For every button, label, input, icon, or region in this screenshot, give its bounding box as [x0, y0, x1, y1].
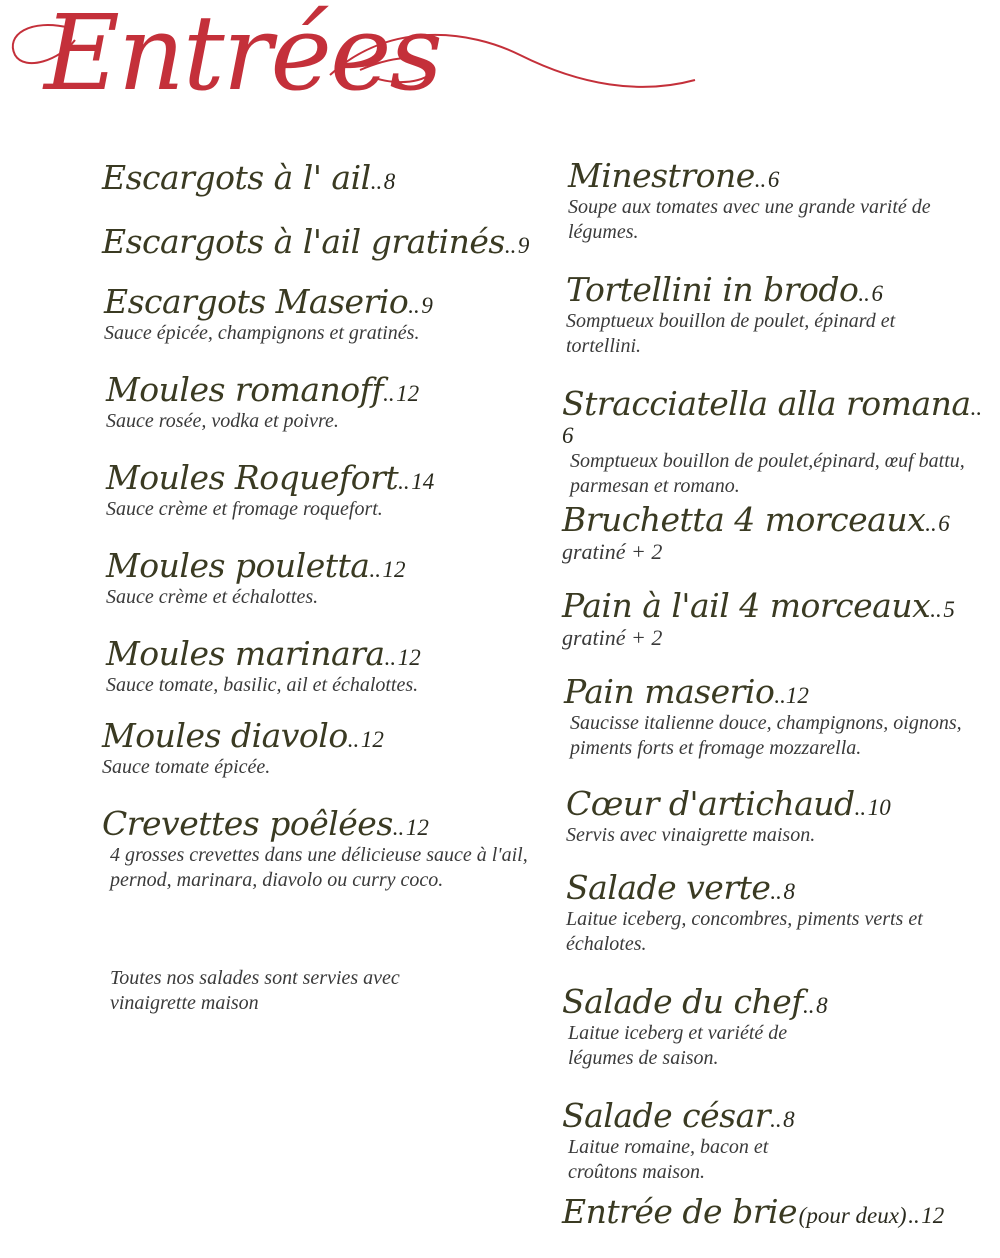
item-name: Pain à l'ail 4 morceaux [562, 586, 931, 625]
item-dots: .. [398, 469, 410, 494]
item-dots: .. [803, 993, 815, 1018]
item-price: 6 [562, 423, 574, 448]
item-description: Saucisse italienne douce, champignons, oignons, piments forts et fromage mozzarella. [570, 712, 962, 759]
item-dots: .. [370, 169, 383, 194]
item-dots: .. [858, 281, 870, 306]
menu-item [106, 370, 419, 434]
item-name: Entrée de brie [562, 1192, 798, 1231]
item-dots: .. [930, 597, 942, 622]
item-description: Somptueux bouillon de poulet, épinard et tortellini. [566, 310, 896, 357]
item-name: Salade du chef [562, 982, 803, 1021]
item-name: Escargots à l' ail [102, 158, 371, 197]
item-name: Pain maserio [564, 672, 775, 711]
menu-item [562, 500, 950, 564]
item-dots: .. [770, 879, 782, 904]
item-description: Somptueux bouillon de poulet,épinard, œuf battu, parmesan et romano. [570, 450, 965, 497]
item-name: Escargots à l'ail gratinés [102, 222, 505, 261]
item-name: Stracciatella alla romana [562, 384, 971, 423]
menu-item [106, 546, 406, 610]
item-dots: .. [384, 645, 397, 670]
item-dots: .. [908, 1203, 920, 1228]
menu-item [102, 222, 529, 261]
menu-item [566, 868, 966, 957]
item-dots: .. [925, 511, 937, 536]
item-price: 6 [767, 167, 780, 192]
item-name: Cœur d'artichaud [566, 784, 855, 823]
menu-item [102, 804, 542, 893]
menu-item [102, 716, 384, 780]
item-price: 12 [921, 1203, 945, 1228]
menu-item [562, 1192, 944, 1231]
item-name: Moules Roquefort [106, 458, 399, 497]
item-description: Sauce rosée, vodka et poivre. [106, 410, 339, 432]
item-dots: .. [854, 795, 867, 820]
item-description: Soupe aux tomates avec une grande varité de légumes. [568, 196, 931, 243]
item-price: 8 [783, 1107, 795, 1132]
item-price: .12 [780, 683, 809, 708]
item-description: Sauce crème et échalottes. [106, 586, 319, 608]
item-description: Sauce tomate épicée. [102, 756, 271, 778]
item-price: 10 [867, 795, 891, 820]
item-description: Sauce crème et fromage roquefort. [106, 498, 383, 520]
item-description: Servis avec vinaigrette maison. [566, 824, 816, 846]
item-description: Laitue romaine, bacon et croûtons maison. [568, 1136, 769, 1183]
item-description: Sauce tomate, basilic, ail et échalottes. [106, 674, 419, 696]
item-dots: .. [383, 381, 395, 406]
menu-item [566, 270, 926, 359]
item-name: Moules romanoff [106, 370, 384, 409]
item-price: 12 [396, 381, 420, 406]
item-description: 4 grosses crevettes dans une délicieuse sauce à l'ail, pernod, marinara, diavolo ou curry coco. [110, 844, 528, 891]
item-description: Laitue iceberg et variété de légumes de saison. [568, 1022, 788, 1069]
item-description: Sauce épicée, champignons et gratinés. [104, 322, 420, 344]
item-dots: . [774, 683, 781, 708]
item-price: 12 [360, 727, 384, 752]
item-dots: .. [504, 233, 517, 258]
item-description: gratiné + 2 [562, 625, 663, 650]
menu-item [564, 672, 989, 761]
item-name: Crevettes poêlées [102, 804, 393, 843]
item-price: 12 [382, 557, 406, 582]
item-name: Salade césar [562, 1096, 771, 1135]
item-name: Tortellini in brodo [566, 270, 859, 309]
item-dots: .. [770, 1107, 782, 1132]
item-price: 8 [816, 993, 828, 1018]
item-description: Laitue iceberg, concombres, piments verts et échalotes. [566, 908, 923, 955]
item-name: Bruchetta 4 morceaux [562, 500, 926, 539]
menu-item [562, 586, 955, 650]
item-portion: (pour deux) [798, 1203, 907, 1228]
item-price: 5 [943, 597, 955, 622]
menu-item [102, 158, 395, 197]
item-price: 8 [383, 169, 396, 194]
menu-item [104, 282, 433, 346]
menu-item [106, 634, 421, 698]
item-name: Minestrone [568, 156, 755, 195]
item-description: gratiné + 2 [562, 539, 663, 564]
item-name: Moules marinara [106, 634, 385, 673]
salad-note: Toutes nos salades sont servies avec vinaigrette maison [110, 967, 400, 1014]
item-price: 8 [783, 879, 795, 904]
menu-item [562, 384, 992, 499]
item-dots: .. [408, 293, 420, 318]
item-name: Moules pouletta [106, 546, 370, 585]
item-dots: .. [392, 815, 405, 840]
menu-item [566, 784, 891, 848]
item-dots: .. [970, 395, 983, 420]
item-price: 12 [405, 815, 429, 840]
item-name: Salade verte [566, 868, 771, 907]
item-price: 12 [397, 645, 421, 670]
item-dots: .. [347, 727, 360, 752]
menu-item [562, 1096, 795, 1185]
item-price: 6 [871, 281, 883, 306]
menu-item [106, 458, 434, 522]
item-name: Escargots Maserio [104, 282, 409, 321]
menu-item [562, 982, 862, 1071]
item-price: 9 [421, 293, 433, 318]
page-title: Entrées [44, 0, 441, 114]
item-name: Moules diavolo [102, 716, 348, 755]
item-price: 9 [517, 233, 530, 258]
item-price: 6 [938, 511, 950, 536]
title-area [0, 0, 720, 125]
item-price: 14 [411, 469, 435, 494]
item-dots: .. [754, 167, 767, 192]
menu-item [568, 156, 948, 245]
item-dots: .. [369, 557, 381, 582]
